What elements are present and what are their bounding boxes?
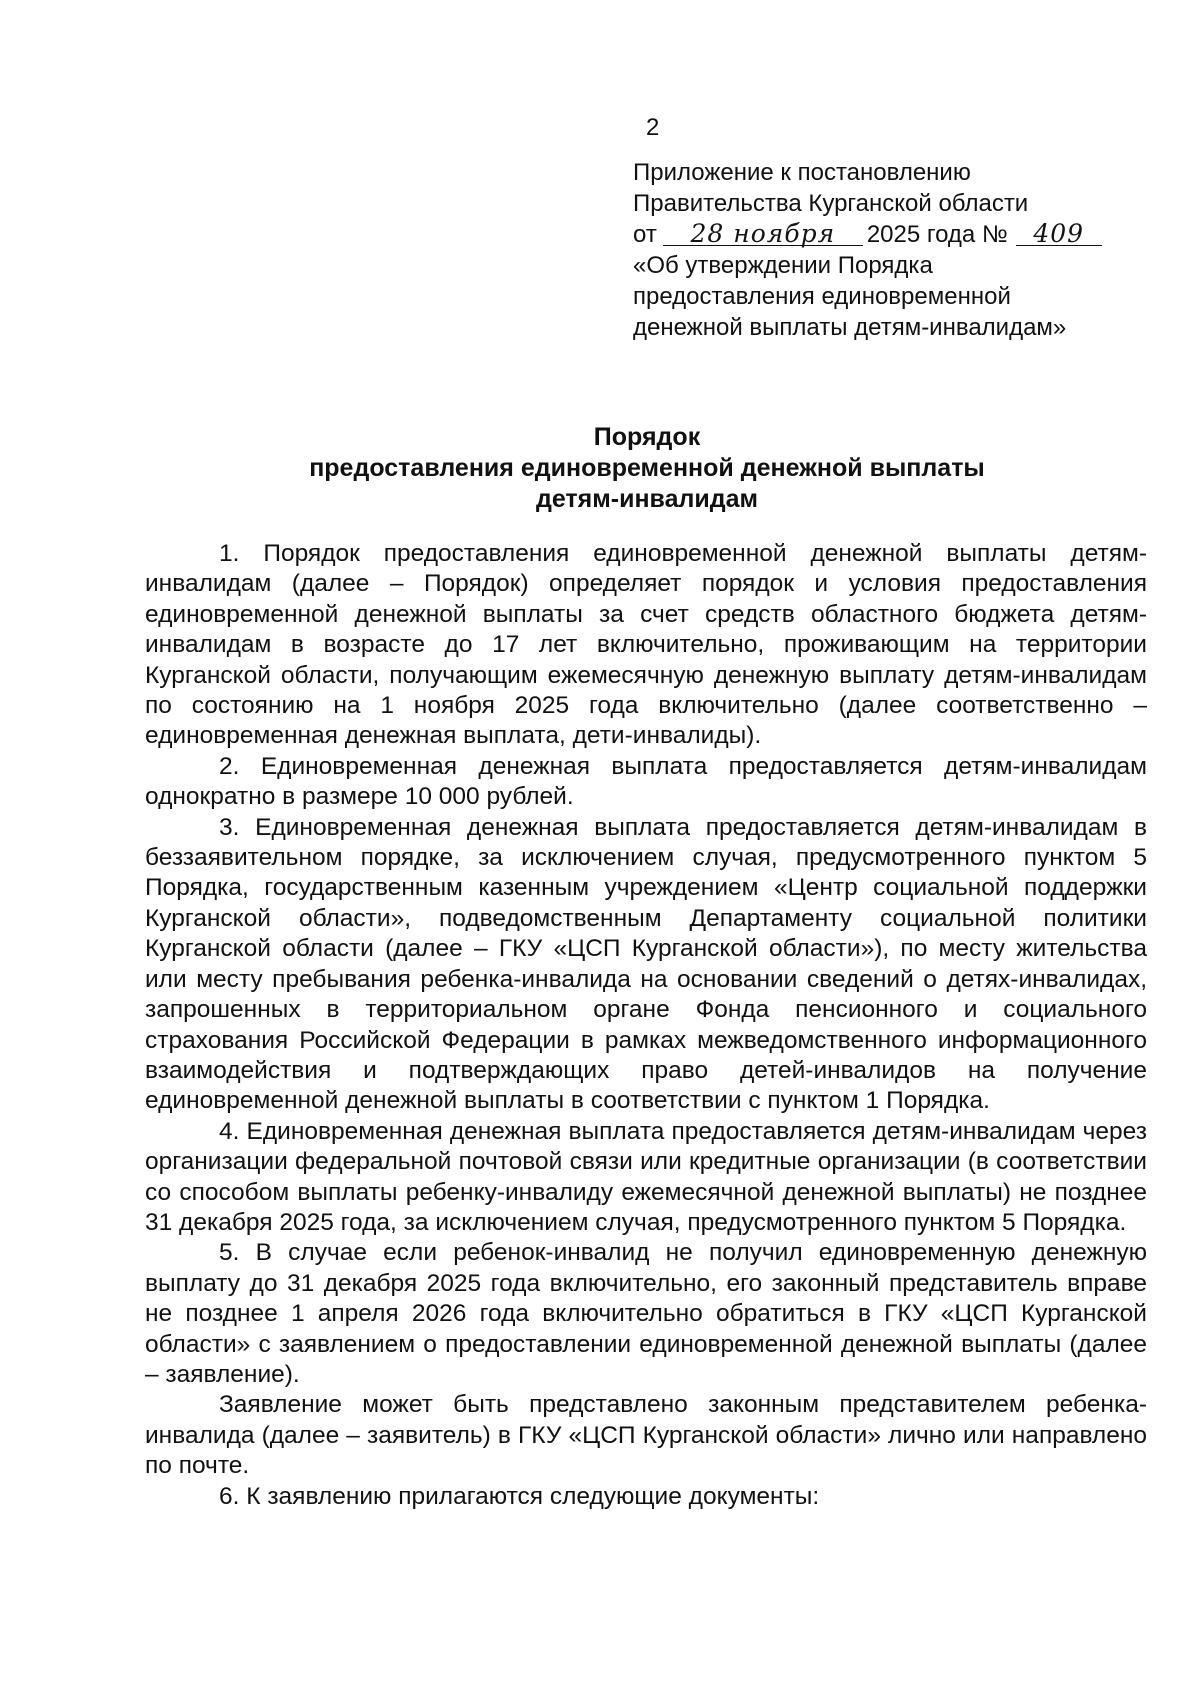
title-line-1: Порядок [593, 423, 701, 451]
document-title [148, 422, 1146, 515]
document-body [145, 539, 1147, 1512]
handwritten-date: 28 ноября [663, 223, 863, 246]
year-text: 2025 года № [866, 221, 1008, 248]
paragraph-5: 5. В случае если ребенок-инвалид не получил единовременную денежную выплату до 31 декабря 2025 года включительно, его законный представитель вправе не позднее 1 апреля 2026 года включительно обратиться в ГКУ «ЦСП Курганской области» с заявлением о предоставлении единовременной денежной выплаты (далее – заявление). [145, 1239, 1147, 1388]
appendix-date-line [633, 219, 1153, 250]
paragraph-4: 4. Единовременная денежная выплата предоставляется детям-инвалидам через организации федеральной почтовой связи или кредитные организации (в соответствии со способом выплаты ребенку-инвалиду ежемесячной денежной выплаты) не позднее 31 декабря 2025 года, за исключением случая, предусмотренного пунктом 5 Порядка. [145, 1117, 1147, 1236]
title-line-3: детям-инвалидам [535, 485, 759, 513]
appendix-line-1: Приложение к постановлению [633, 159, 971, 186]
appendix-title-line-1: «Об утверждении Порядка [633, 252, 933, 279]
paragraph-6: 6. К заявлению прилагаются следующие документы: [219, 1482, 820, 1510]
paragraph-3: 3. Единовременная денежная выплата предоставляется детям-инвалидам в беззаявительном порядке, за исключением случая, предусмотренного пунктом 5 Порядка, государственным казенным учреждением «Центр социальной поддержки Курганской области», подведомственным Департаменту социальной политики Курганской области (далее – ГКУ «ЦСП Курганской области»), по месту жительства или месту пребывания ребенка-инвалида на основании сведений о детях-инвалидах, запрошенных в территориальном органе Фонда пенсионного и социального страхования Российской Федерации в рамках межведомственного информационного взаимодействия и подтверждающих право детей-инвалидов на получение единовременной денежной выплаты в соответствии с пунктом 1 Порядка. [145, 813, 1147, 1115]
appendix-title-line-2: предоставления единовременной [633, 283, 1011, 310]
appendix-line-2: Правительства Курганской области [633, 190, 1029, 217]
title-line-2: предоставления единовременной денежной выплаты [309, 454, 985, 482]
paragraph-2: 2. Единовременная денежная выплата предоставляется детям-инвалидам однократно в размере 10 000 рублей. [145, 752, 1147, 811]
appendix-header [633, 157, 1153, 343]
date-prefix: от [633, 221, 657, 248]
appendix-title-line-3: денежной выплаты детям-инвалидам» [633, 314, 1067, 341]
paragraph-1: 1. Порядок предоставления единовременной денежной выплаты детям-инвалидам (далее – Порядок) определяет порядок и условия предоставления единовременной денежной выплаты за счет средств областного бюджета детям-инвалидам в возрасте до 17 лет включительно, проживающим на территории Курганской области, получающим ежемесячную денежную выплату детям-инвалидам по состоянию на 1 ноября 2025 года включительно (далее соответственно – единовременная денежная выплата, дети-инвалиды). [145, 540, 1147, 750]
page-number: 2 [646, 114, 660, 141]
handwritten-number: 409 [1016, 223, 1102, 246]
paragraph-5-continued: Заявление может быть представлено законным представителем ребенка-инвалида (далее – заявитель) в ГКУ «ЦСП Курганской области» лично или направлено по почте. [145, 1391, 1147, 1480]
